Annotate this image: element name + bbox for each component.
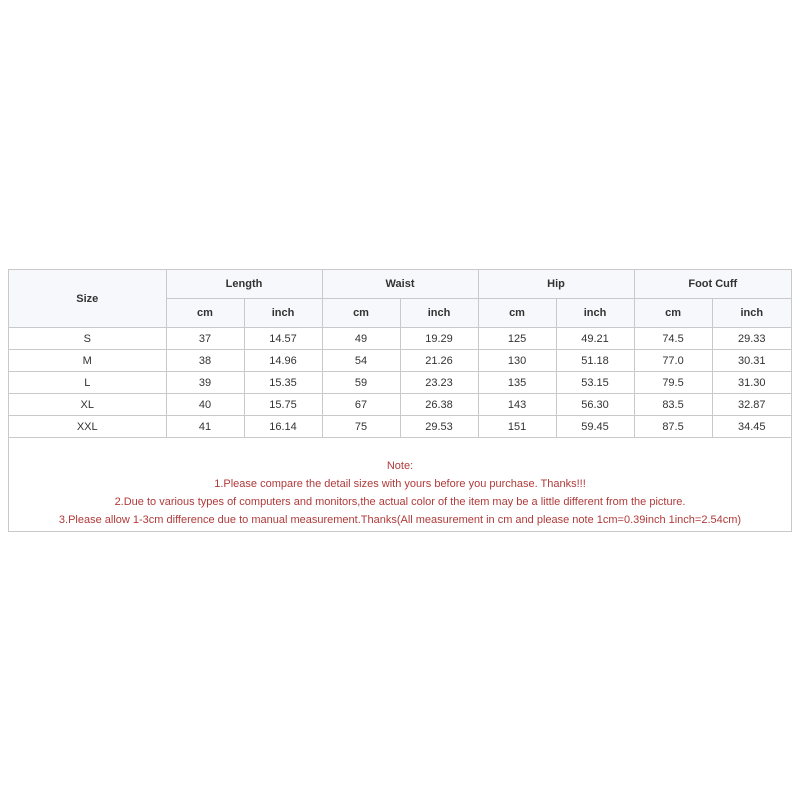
table-cell: 130 xyxy=(478,350,556,372)
note-title: Note: xyxy=(386,460,414,472)
table-cell: 38 xyxy=(166,350,244,372)
table-cell: 37 xyxy=(166,328,244,350)
table-cell: 15.75 xyxy=(244,394,322,416)
table-cell: 41 xyxy=(166,416,244,438)
table-row xyxy=(9,350,791,372)
size-column-header: Size xyxy=(9,270,166,328)
table-cell: 67 xyxy=(322,394,400,416)
table-cell: 77.0 xyxy=(634,350,712,372)
table-cell: 79.5 xyxy=(634,372,712,394)
table-cell: 59.45 xyxy=(556,416,634,438)
table-cell: 29.53 xyxy=(400,416,478,438)
table-row xyxy=(9,394,791,416)
unit-header: inch xyxy=(244,299,322,328)
unit-header: cm xyxy=(322,299,400,328)
table-cell: 40 xyxy=(166,394,244,416)
table-cell: 31.30 xyxy=(712,372,791,394)
table-cell: 143 xyxy=(478,394,556,416)
size-table xyxy=(9,270,791,438)
table-cell: 125 xyxy=(478,328,556,350)
table-row xyxy=(9,416,791,438)
table-cell: 30.31 xyxy=(712,350,791,372)
table-cell: 32.87 xyxy=(712,394,791,416)
table-cell: 87.5 xyxy=(634,416,712,438)
unit-header: cm xyxy=(478,299,556,328)
table-cell: 21.26 xyxy=(400,350,478,372)
table-cell: 75 xyxy=(322,416,400,438)
table-cell: 135 xyxy=(478,372,556,394)
table-cell: M xyxy=(9,350,166,372)
group-header-length: Length xyxy=(166,270,322,299)
table-cell: XXL xyxy=(9,416,166,438)
table-cell: S xyxy=(9,328,166,350)
note-line-3: 3.Please allow 1-3cm difference due to manual measurement.Thanks(All measurement in cm and please note 1cm=0.39inch 1inch=2.54cm) xyxy=(58,514,742,526)
table-cell: 51.18 xyxy=(556,350,634,372)
group-header-foot-cuff: Foot Cuff xyxy=(634,270,791,299)
table-cell: 19.29 xyxy=(400,328,478,350)
table-cell: 83.5 xyxy=(634,394,712,416)
table-cell: 151 xyxy=(478,416,556,438)
table-cell: 26.38 xyxy=(400,394,478,416)
size-chart xyxy=(8,269,792,532)
table-cell: L xyxy=(9,372,166,394)
table-cell: 54 xyxy=(322,350,400,372)
note-line-2: 2.Due to various types of computers and monitors,the actual color of the item may be a little different from the picture. xyxy=(114,496,686,508)
table-cell: 34.45 xyxy=(712,416,791,438)
unit-header: cm xyxy=(634,299,712,328)
table-cell: 23.23 xyxy=(400,372,478,394)
table-cell: 59 xyxy=(322,372,400,394)
table-row xyxy=(9,328,791,350)
table-cell: 56.30 xyxy=(556,394,634,416)
table-cell: 49.21 xyxy=(556,328,634,350)
unit-header: inch xyxy=(400,299,478,328)
table-cell: 74.5 xyxy=(634,328,712,350)
table-cell: 49 xyxy=(322,328,400,350)
note-line-1: 1.Please compare the detail sizes with yours before you purchase. Thanks!!! xyxy=(214,478,586,490)
table-cell: 29.33 xyxy=(712,328,791,350)
table-row xyxy=(9,372,791,394)
table-cell: 14.57 xyxy=(244,328,322,350)
unit-header: cm xyxy=(166,299,244,328)
group-header-hip: Hip xyxy=(478,270,634,299)
unit-header: inch xyxy=(556,299,634,328)
table-cell: 14.96 xyxy=(244,350,322,372)
table-cell: 16.14 xyxy=(244,416,322,438)
table-cell: 39 xyxy=(166,372,244,394)
table-cell: 15.35 xyxy=(244,372,322,394)
table-cell: 53.15 xyxy=(556,372,634,394)
group-header-waist: Waist xyxy=(322,270,478,299)
notes-section xyxy=(9,438,791,531)
unit-header: inch xyxy=(712,299,791,328)
table-cell: XL xyxy=(9,394,166,416)
